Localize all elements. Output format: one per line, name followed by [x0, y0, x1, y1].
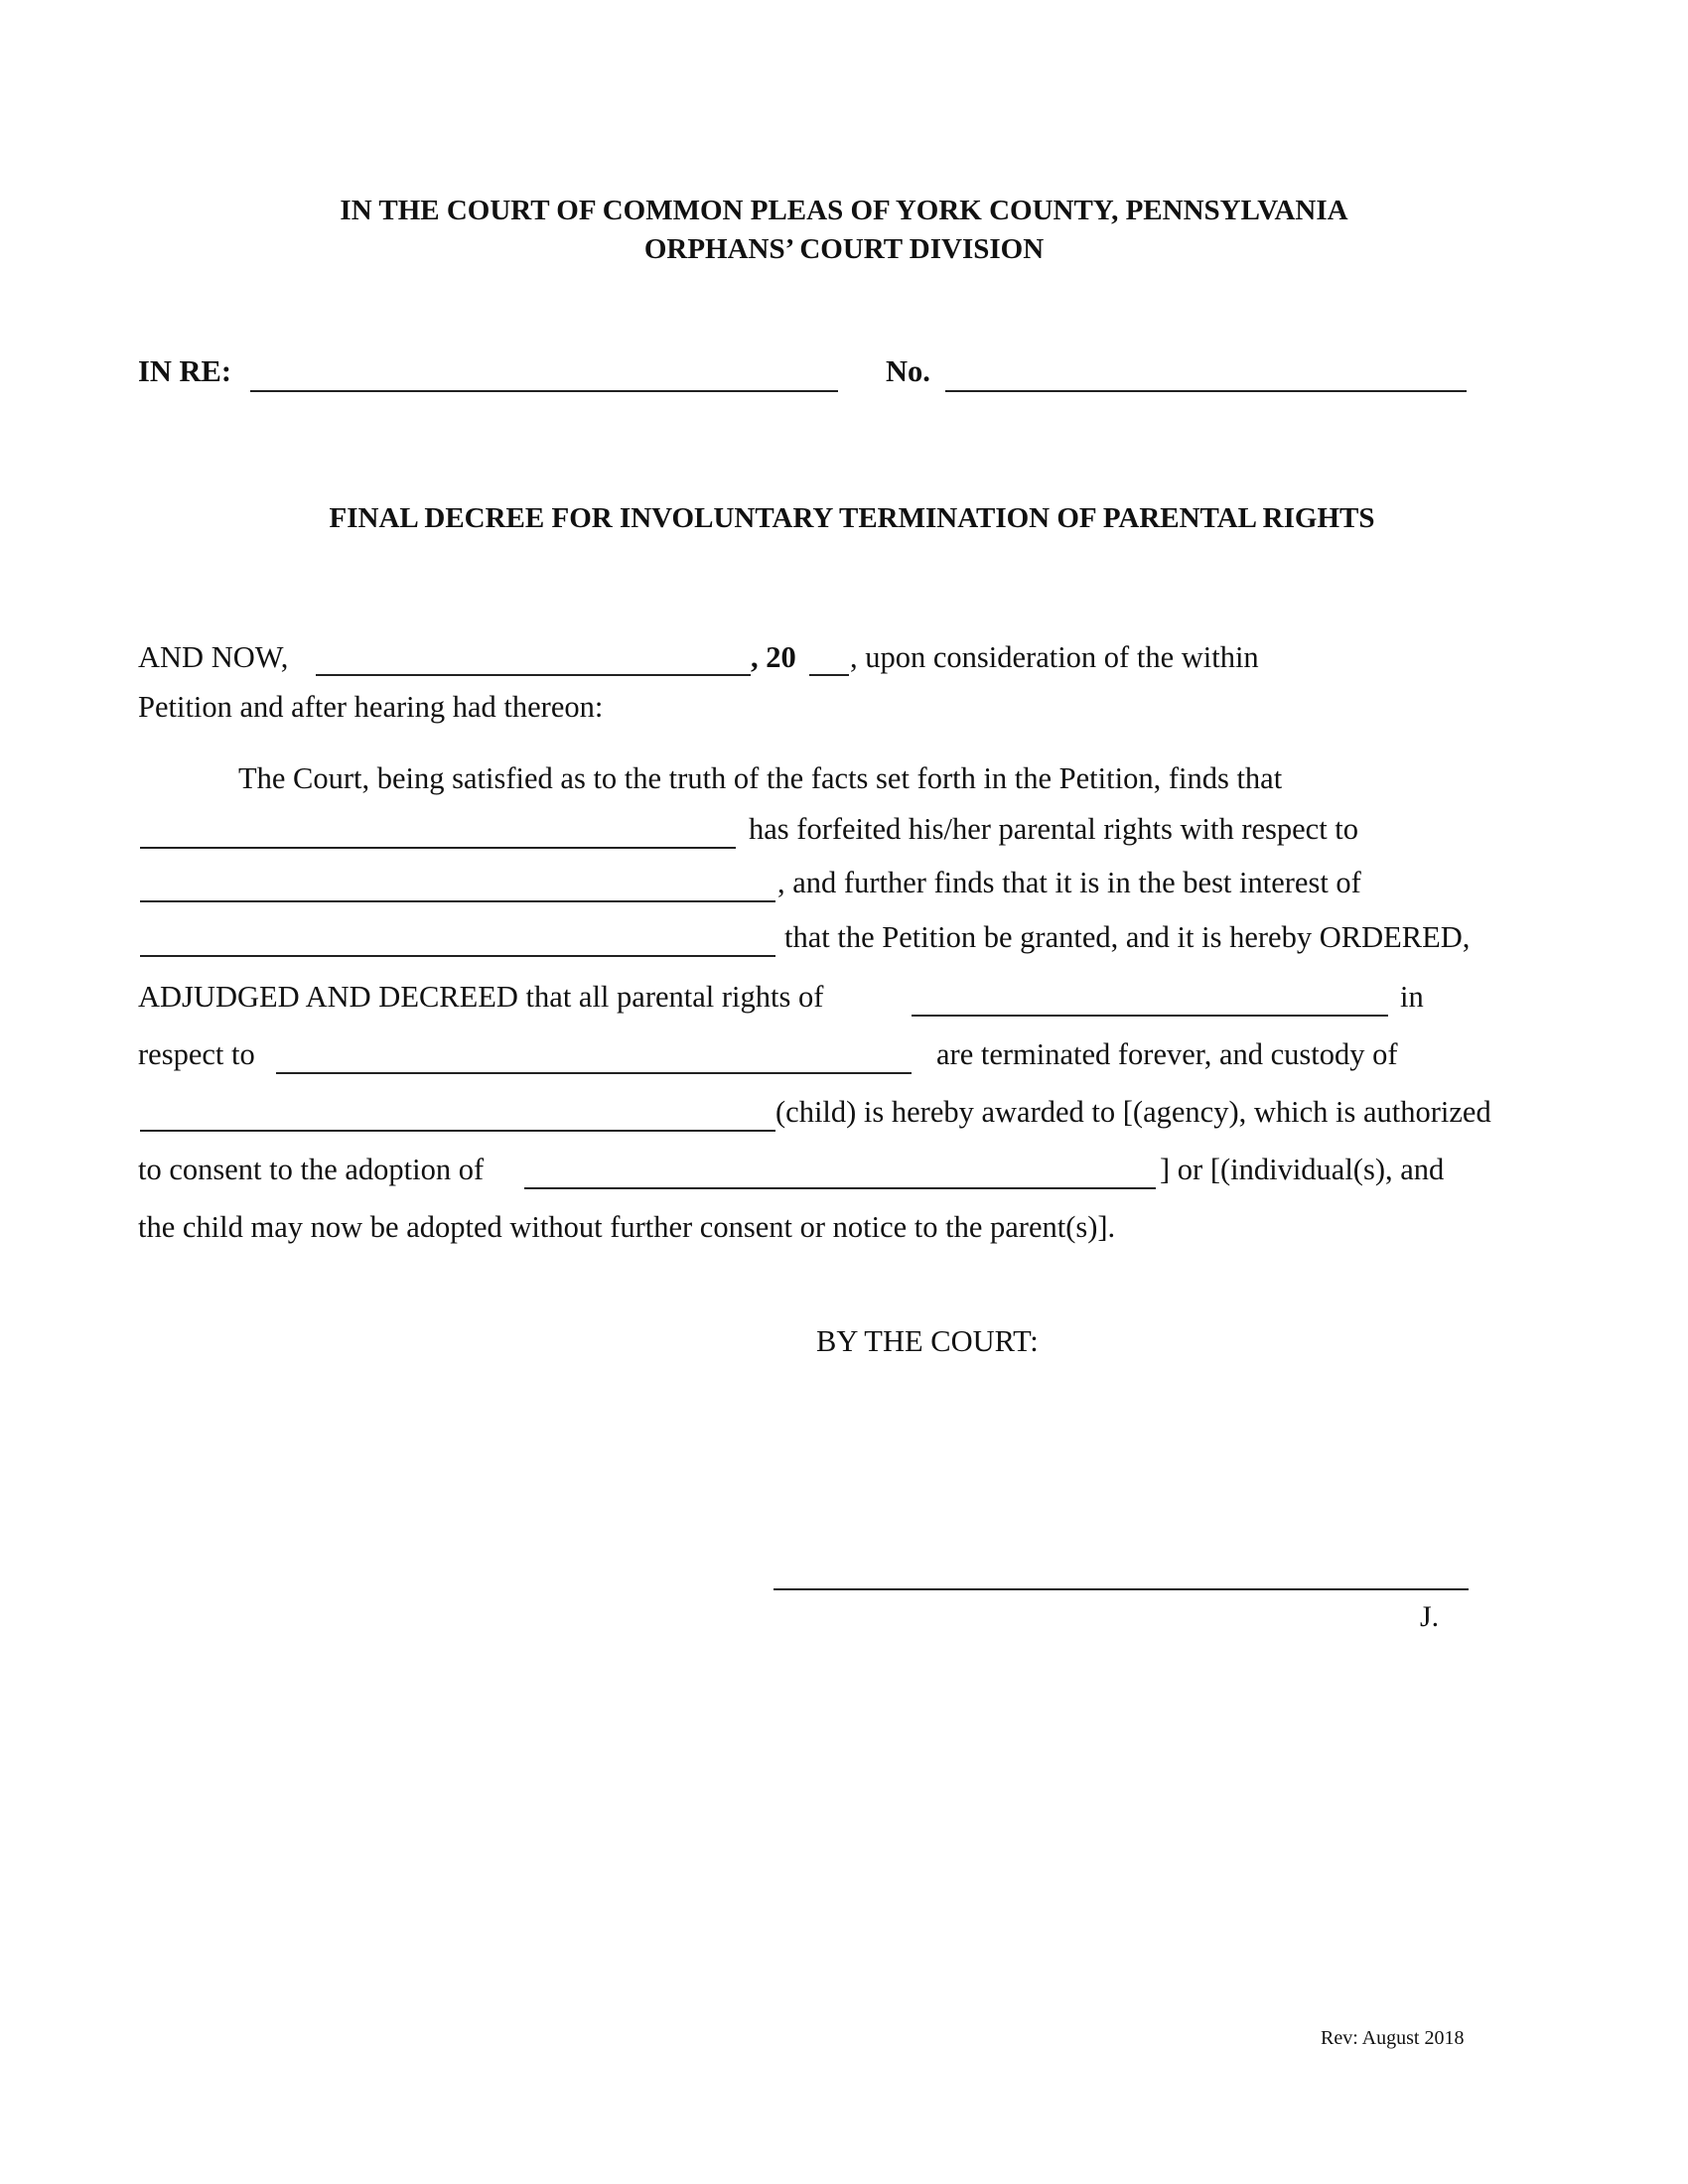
in-re-blank[interactable] [250, 390, 838, 392]
year-blank[interactable] [809, 674, 849, 676]
in-re-label: IN RE: [138, 354, 232, 388]
document-title: FINAL DECREE FOR INVOLUNTARY TERMINATION OF PARENTAL RIGHTS [329, 502, 1375, 534]
respect-to-blank[interactable] [276, 1072, 912, 1074]
consent-adoption-text: to consent to the adoption of [138, 1153, 485, 1186]
case-number-blank[interactable] [945, 390, 1467, 392]
consideration-text: , upon consideration of the within [850, 640, 1259, 674]
in-word: in [1400, 980, 1424, 1014]
date-blank[interactable] [316, 674, 751, 676]
judge-suffix: J. [1420, 1600, 1440, 1633]
by-the-court-label: BY THE COURT: [816, 1324, 1039, 1358]
further-finds-text: , and further finds that it is in the best interest of [777, 866, 1361, 899]
court-satisfied-text: The Court, being satisfied as to the truth of the facts set forth in the Petition, finds that [238, 761, 1283, 795]
petition-granted-text: that the Petition be granted, and it is hereby ORDERED, [784, 920, 1471, 954]
division-heading: ORPHANS’ COURT DIVISION [643, 233, 1045, 265]
revision-date: Rev: August 2018 [1321, 2027, 1465, 2049]
forfeited-text: has forfeited his/her parental rights with respect to [749, 812, 1359, 846]
case-number-label: No. [886, 354, 930, 388]
parent-name-blank[interactable] [140, 847, 736, 849]
child-name-blank[interactable] [140, 900, 775, 902]
parental-rights-blank[interactable] [912, 1015, 1388, 1017]
or-individuals-text: ] or [(individual(s), and [1160, 1153, 1445, 1186]
court-heading: IN THE COURT OF COMMON PLEAS OF YORK COUNTY, PENNSYLVANIA [340, 195, 1348, 226]
custody-child-blank[interactable] [140, 1130, 775, 1132]
child-adopted-text: the child may now be adopted without further consent or notice to the parent(s)]. [138, 1210, 1116, 1244]
judge-signature-line[interactable] [774, 1588, 1469, 1590]
child-awarded-text: (child) is hereby awarded to [(agency), which is authorized [775, 1095, 1491, 1129]
petition-line: Petition and after hearing had thereon: [138, 690, 604, 724]
best-interest-blank[interactable] [140, 955, 775, 957]
respect-to-text: respect to [138, 1037, 255, 1071]
terminated-text: are terminated forever, and custody of [936, 1037, 1398, 1071]
adoption-blank[interactable] [524, 1187, 1156, 1189]
adjudged-text: ADJUDGED AND DECREED that all parental rights of [138, 980, 824, 1014]
and-now-text: AND NOW, [138, 640, 289, 674]
year-prefix: , 20 [751, 640, 796, 674]
